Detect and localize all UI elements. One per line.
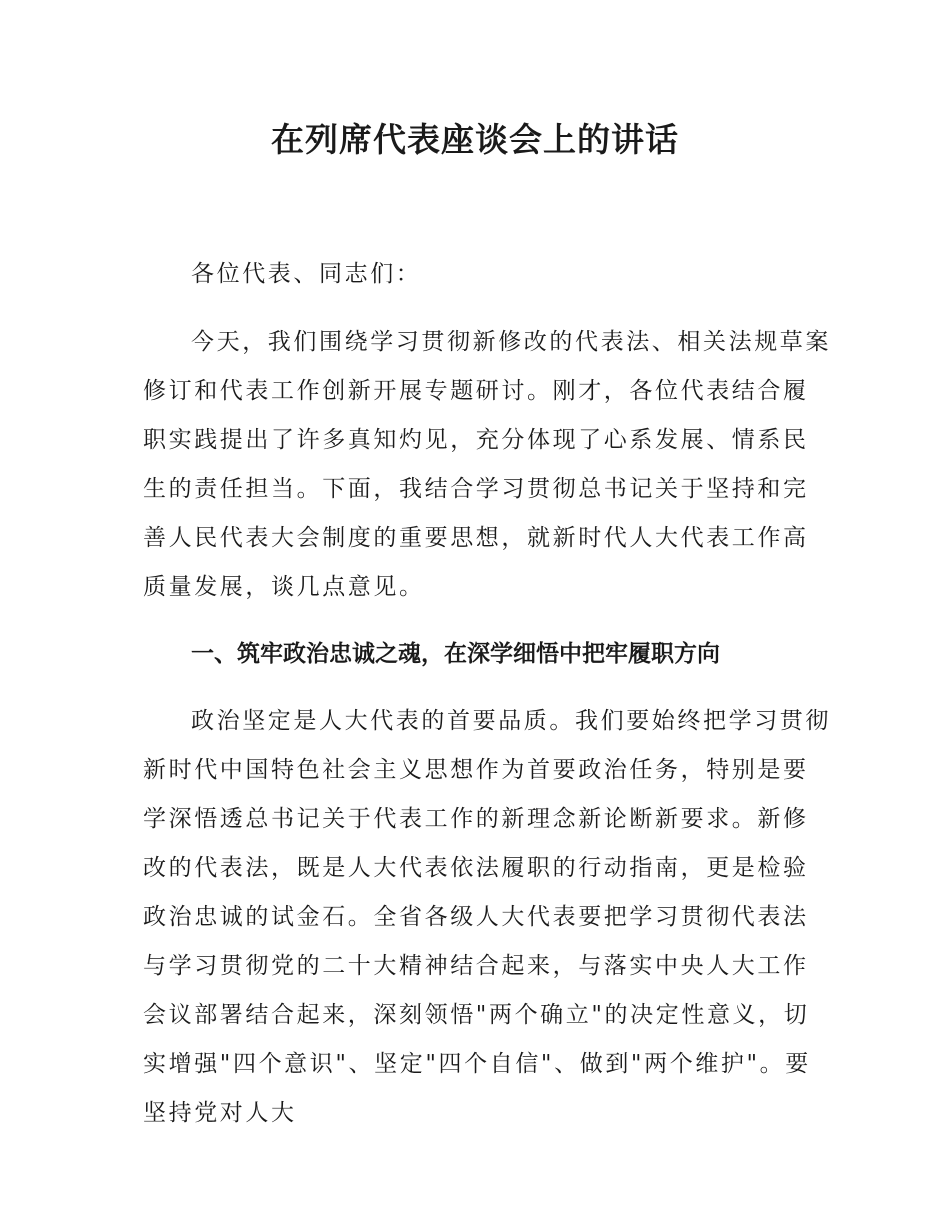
salutation: 各位代表、同志们：	[191, 261, 422, 287]
section-1-paragraph: 政治坚定是人大代表的首要品质。我们要始终把学习贯彻新时代中国特色社会主义思想作为首要政治任务，特别是要学深悟透总书记关于代表工作的新理念新论断新要求。新修改的代表法，既是人大代表依法履职的行动指南，更是检验政治忠诚的试金石。全省各级人大代表要把学习贯彻代表法与学习贯彻党的二十大精神结合起来，与落实中央人大工作会议部署结合起来，深刻领悟"两个确立"的决定性意义，切实增强"四个意识"、坚定"四个自信"、做到"两个维护"。要坚持党对人大	[143, 708, 831, 1126]
section-heading-1: 一、筑牢政治忠诚之魂，在深学细悟中把牢履职方向	[191, 641, 720, 667]
document-title: 在列席代表座谈会上的讲话	[271, 120, 679, 159]
opening-paragraph: 今天，我们围绕学习贯彻新修改的代表法、相关法规草案修订和代表工作创新开展专题研讨。刚才，各位代表结合履职实践提出了许多真知灼见，充分体现了心系发展、情系民生的责任担当。下面，我结合学习贯彻总书记关于坚持和完善人民代表大会制度的重要思想，就新时代人大代表工作高质量发展，谈几点意见。	[143, 329, 831, 600]
